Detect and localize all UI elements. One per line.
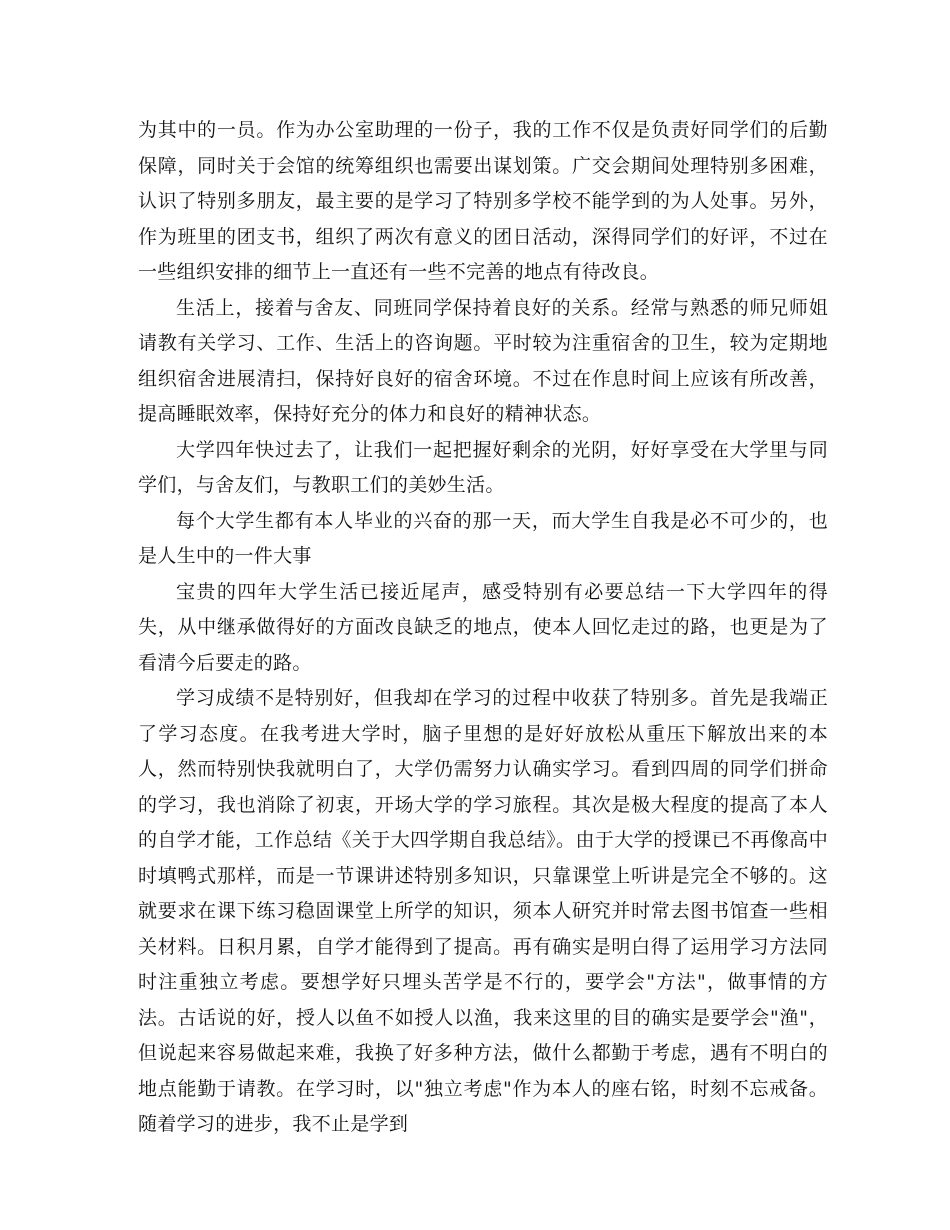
paragraph-graduation: 每个大学生都有本人毕业的兴奋的那一天，而大学生自我是必不可少的，也是人生中的一件大事 <box>138 509 828 567</box>
paragraph-summary-intro: 宝贵的四年大学生活已接近尾声，感受特别有必要总结一下大学四年的得失，从中继承做得好的方面改良缺乏的地点，使本人回忆走过的路，也更是为了看清今后要走的路。 <box>138 580 828 674</box>
paragraph-study: 学习成绩不是特别好，但我却在学习的过程中收获了特别多。首先是我端正了学习态度。在我考进大学时，脑子里想的是好好放松从重压下解放出来的本人，然而特别快我就明白了，大学仍需努力认确实学习。看到四周的同学们拼命的学习，我也消除了初衷，开场大学的学习旅程。其次是极大程度的提高了本人的自学才能，工作总结《关于大四学期自我总结》。由于大学的授课已不再像高中时填鸭式那样，而是一节课讲述特别多知识，只靠课堂上听讲是完全不够的。这就要求在课下练习稳固课堂上所学的知识，须本人研究并时常去图书馆查一些相关材料。日积月累，自学才能得到了提高。再有确实是明白得了运用学习方法同时注重独立考虑。要想学好只埋头苦学是不行的，要学会"方法"，做事情的方法。古话说的好，授人以鱼不如授人以渔，我来这里的目的确实是要学会"渔"，但说起来容易做起来难，我换了好多种方法，做什么都勤于考虑，遇有不明白的地点能勤于请教。在学习时，以"独立考虑"作为本人的座右铭，时刻不忘戒备。随着学习的进步，我不止是学到 <box>138 687 828 1135</box>
paragraph-life: 生活上，接着与舍友、同班同学保持着良好的关系。经常与熟悉的师兄师姐请教有关学习、工作、生活上的咨询题。平时较为注重宿舍的卫生，较为定期地组织宿舍进展清扫，保持好良好的宿舍环境。不过在作息时间上应该有所改善，提高睡眠效率，保持好充分的体力和良好的精神状态。 <box>138 296 828 425</box>
paragraph-office-assistant: 为其中的一员。作为办公室助理的一份子，我的工作不仅是负责好同学们的后勤保障，同时关于会馆的统筹组织也需要出谋划策。广交会期间处理特别多困难，认识了特别多朋友，最主要的是学习了特别多学校不能学到的为人处事。另外，作为班里的团支书，组织了两次有意义的团日活动，深得同学们的好评，不过在一些组织安排的细节上一直还有一些不完善的地点有待改良。 <box>138 119 828 283</box>
document-body <box>138 113 828 1143</box>
paragraph-four-years: 大学四年快过去了，让我们一起把握好剩余的光阴，好好享受在大学里与同学们，与舍友们，与教职工们的美妙生活。 <box>138 438 828 496</box>
